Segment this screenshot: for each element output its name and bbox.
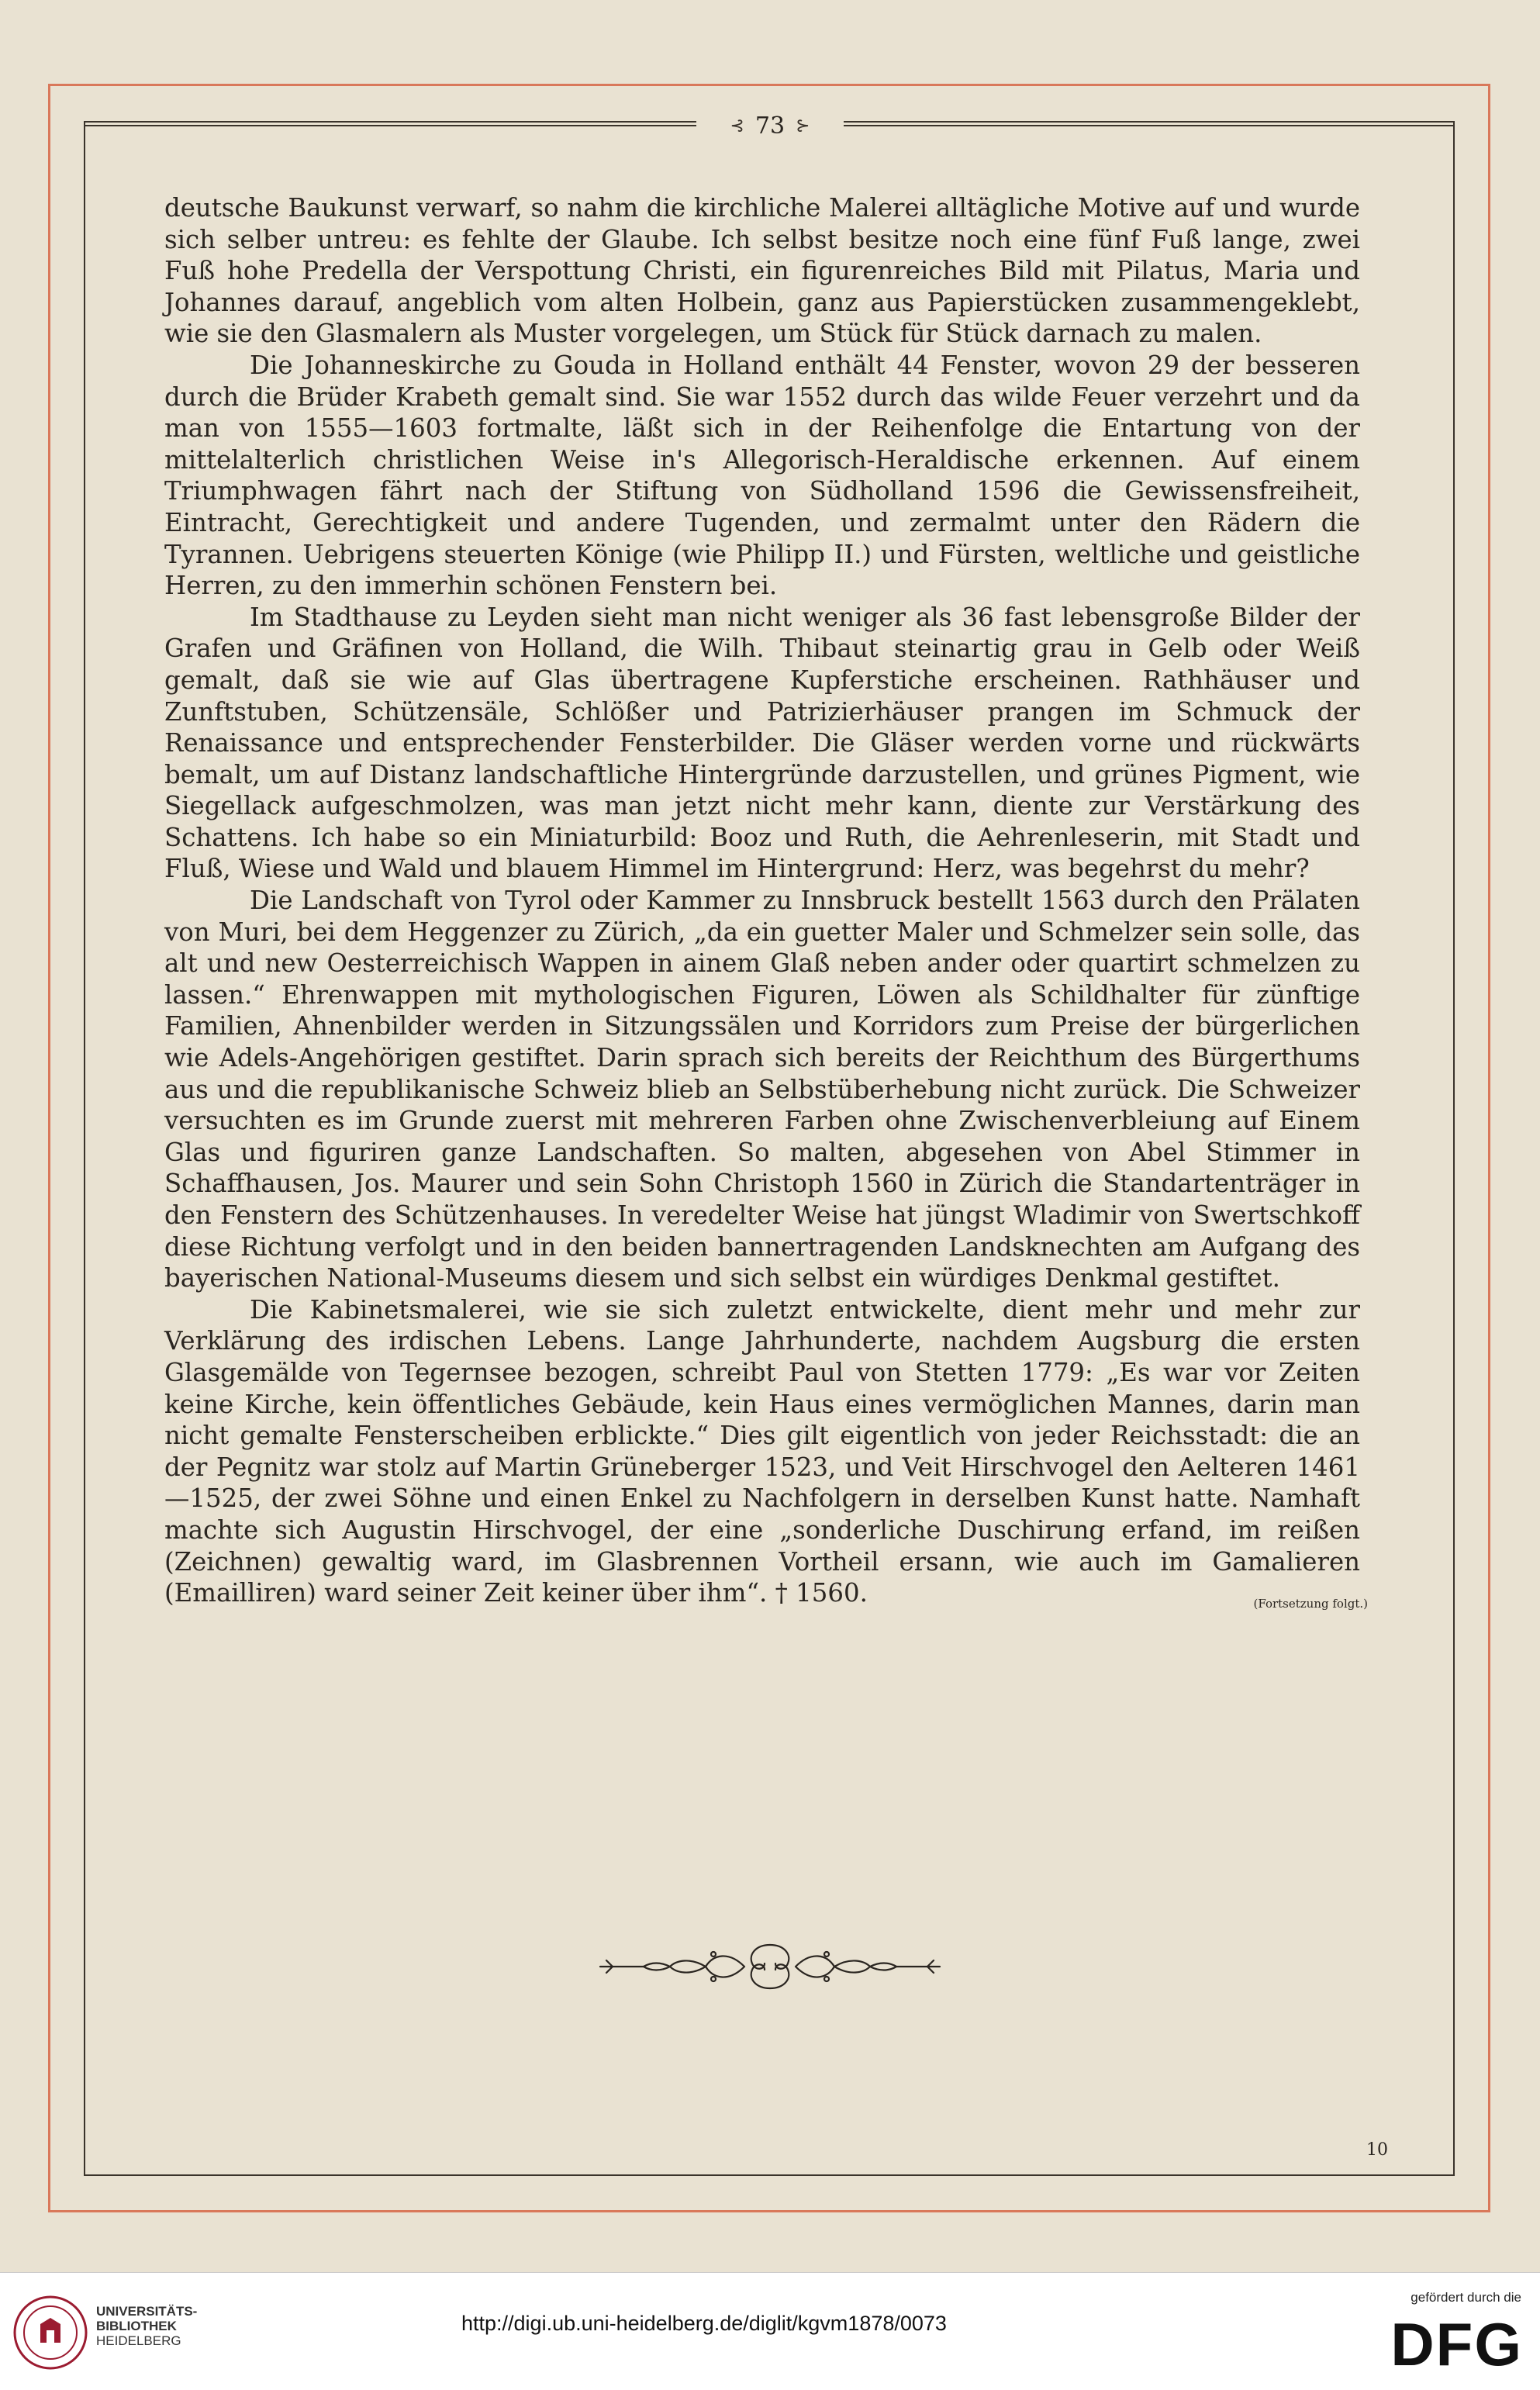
paragraph-2: Die Johanneskirche zu Gouda in Holland enthält 44 Fenster, wovon 29 der besseren durch die Brüder Krabeth gemalt sind. Sie war 1552 durch das wilde Feuer verzehrt und da man von 1555—1603 fortmalte, läßt sich in der Reihenfolge die Entartung von der mittelalterlich christlichen Weise in's Allegorisch-Heraldische erkennen. Auf einem Triumphwagen fährt nach der Stiftung von Südholland 1596 die Gewissensfreiheit, Eintracht, Gerechtigkeit und andere Tugenden, und zermalmt unter den Rädern die Tyrannen. Uebrigens steuerten Könige (wie Philipp II.) und Fürsten, weltliche und geistliche Herren, zu den immerhin schönen Fenstern bei. bbox=[164, 350, 1360, 601]
paragraph-5-text: Die Kabinetsmalerei, wie sie sich zuletzt entwickelte, dient mehr und mehr zur Verklärung des irdischen Lebens. Lange Jahrhunderte, nachdem Augsburg die ersten Glasgemälde von Tegernsee bezogen, schreibt Paul von Stetten 1779: „Es war vor Zeiten keine Kirche, kein öffentliches Gebäude, kein Haus eines vermöglichen Mannes, darin man nicht gemalte Fensterscheiben erblickte.“ Dies gilt eigentlich von jeder Reichsstadt: die an der Pegnitz war stolz auf Martin Grüneberger 1523, und Veit Hirschvogel den Aelteren 1461—1525, der zwei Söhne und einen Enkel zu Nachfolgern in derselben Kunst hatte. Namhaft machte sich Augustin Hirschvogel, der eine „sonderliche Duschirung erfand, im reißen (Zeichnen) gewaltig ward, im Glasbrennen Vortheil ersann, wie auch im Gamalieren (Emailliren) ward seiner Zeit keiner über ihm“. † 1560. bbox=[164, 1294, 1360, 1608]
ornament-left-icon: ⊰ bbox=[730, 116, 744, 136]
paragraph-4: Die Landschaft von Tyrol oder Kammer zu Innsbruck bestellt 1563 durch den Prälaten von Muri, bei dem Heggenzer zu Zürich, „da ein guetter Maler und Schmelzer sein solle, das alt und new Oesterreichisch Wappen in ainem Glaß neben ander oder quartirt schmelzen zu lassen.“ Ehrenwappen mit mythologischen Figuren, Löwen als Schildhalter für zünftige Familien, Ahnenbilder werden in Sitzungssälen und Korridors zum Preise der bürgerlichen wie Adels-Angehörigen gestiftet. Darin sprach sich bereits der Reichthum des Bürgerthums aus und die republikanische Schweiz blieb an Selbstüberhebung nicht zurück. Die Schweizer versuchten es im Grunde zuerst mit mehreren Farben ohne Zwischenverbleiung auf Einem Glas und figuriren ganze Landschaften. So malten, abgesehen von Abel Stimmer in Schaffhausen, Jos. Maurer und sein Sohn Christoph 1560 in Zürich die Standartenträger in den Fenstern des Schützenhauses. In veredelter Weise hat jüngst Wladimir von Swertschkoff diese Richtung verfolgt und in den beiden bannertragenden Landsknechten am Aufgang des bayerischen National-Museums diesem und sich selbst ein würdiges Denkmal gestiftet. bbox=[164, 886, 1360, 1293]
continuation-note: (Fortsetzung folgt.) bbox=[1253, 1597, 1368, 1611]
source-url-link[interactable]: http://digi.ub.uni-heidelberg.de/diglit/kgvm1878/0073 bbox=[461, 2312, 947, 2335]
paragraph-3: Im Stadthause zu Leyden sieht man nicht weniger als 36 fast lebensgroße Bilder der Grafen und Gräfinen von Holland, die Wilh. Thibaut steinartig grau in Gelb oder Weiß gemalt, daß sie wie auf Glas übertragene Kupferstiche erscheinen. Rathhäuser und Zunftstuben, Schützensäle, Schlößer und Patrizierhäuser prangen im Schmuck der Renaissance und entsprechender Fensterbilder. Die Gläser werden vorne und rückwärts bemalt, um auf Distanz landschaftliche Hintergründe darzustellen, und grünes Pigment, wie Siegellack aufgeschmolzen, was man jetzt nicht mehr kann, diente zur Verstärkung des Schattens. Ich habe so ein Miniaturbild: Booz und Ruth, die Aehrenleserin, mit Stadt und Fluß, Wiese und Wald und blauem Himmel im Hintergrund: Herz, was begehrst du mehr? bbox=[164, 602, 1360, 884]
header-rule-left bbox=[84, 125, 696, 126]
page-header bbox=[696, 109, 844, 143]
ornamental-vignette-icon bbox=[589, 1939, 951, 1995]
page-number: 73 bbox=[754, 112, 786, 140]
funding-label: gefördert durch die bbox=[1411, 2290, 1521, 2305]
header-rule-right bbox=[844, 125, 1455, 126]
university-library-logo-icon bbox=[12, 2295, 88, 2371]
ornament-right-icon: ⊱ bbox=[796, 116, 810, 136]
paragraph-5 bbox=[164, 1294, 1368, 1611]
dfg-logo: DFG bbox=[1390, 2310, 1523, 2378]
signature-mark: 10 bbox=[1366, 2140, 1388, 2160]
paragraph-1: deutsche Baukunst verwarf, so nahm die kirchliche Malerei alltägliche Motive auf und wurde sich selber untreu: es fehlte der Glaube. Ich selbst besitze noch eine fünf Fuß lange, zwei Fuß hohe Predella der Verspottung Christi, ein figurenreiches Bild mit Pilatus, Maria und Johannes darauf, angeblich vom alten Holbein, ganz aus Papierstücken zusammengeklebt, wie sie den Glasmalern als Muster vorgelegen, um Stück für Stück darnach zu malen. bbox=[164, 193, 1360, 349]
digitization-footer bbox=[0, 2272, 1540, 2390]
article-text bbox=[164, 192, 1368, 1620]
library-name: UNIVERSITÄTS- BIBLIOTHEK HEIDELBERG bbox=[96, 2304, 198, 2348]
